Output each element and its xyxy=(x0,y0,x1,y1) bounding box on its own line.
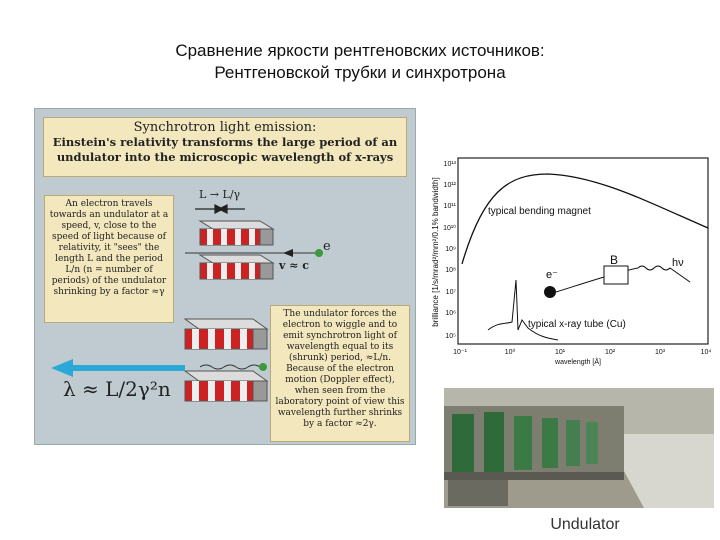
y-tick: 10¹³ xyxy=(443,161,456,168)
emitted-beam xyxy=(51,359,185,377)
wiggle-path xyxy=(200,365,260,369)
photon-symbol: hν xyxy=(672,257,684,269)
panel-heading: Synchrotron light emission: xyxy=(133,120,317,135)
plot-frame xyxy=(458,158,708,344)
y-tick-labels xyxy=(443,161,457,340)
magnet-box xyxy=(604,266,628,284)
x-tick-labels xyxy=(453,348,711,356)
y-tick: 10¹² xyxy=(443,182,456,189)
y-tick: 10⁶ xyxy=(445,310,456,317)
x-tick: 10¹ xyxy=(554,349,566,356)
photo-caption: Undulator xyxy=(550,516,620,533)
undulator-note: The undulator forces the electron to wiggle and to emit synchrotron light of wavelength equal to its (shrunk) period, ≈L/n. Because of the electron motion (Doppler effect), when seen from the laboratory point of view this wavelength further shrinks by a factor ≈2γ. xyxy=(270,305,410,442)
undulator-photo xyxy=(444,388,714,508)
electron-symbol: e⁻ xyxy=(546,269,558,281)
x-tick: 10³ xyxy=(654,349,666,356)
y-tick: 10¹⁰ xyxy=(443,225,456,232)
y-tick: 10⁵ xyxy=(445,333,456,340)
undulator-explanation-panel xyxy=(34,108,416,445)
panel-subheading-2: undulator into the microscopic wavelength of x-rays xyxy=(56,150,394,164)
xray-tube-label: typical x-ray tube (Cu) xyxy=(528,319,626,330)
upper-undulator xyxy=(200,221,273,279)
length-label: L → L/γ xyxy=(199,188,241,201)
title-line-2: Рентгеновской трубки и синхротрона xyxy=(214,63,506,82)
electron-note: An electron travels towards an undulator at a speed, v, close to the speed of light because of relativity, it "sees" the length L and the period L/n (n = number of periods) of the undulator shrinking by a factor ≈γ xyxy=(44,195,174,323)
panel-subheading-1: Einstein's relativity transforms the large period of an xyxy=(52,135,398,149)
length-arrows xyxy=(195,205,245,213)
field-symbol: B xyxy=(610,253,619,267)
slide-title xyxy=(0,40,720,84)
y-tick: 10⁷ xyxy=(445,289,456,296)
wiggling-electron xyxy=(259,363,267,371)
title-line-1: Сравнение яркости рентгеновских источников: xyxy=(175,41,545,60)
y-axis-label: brilliance [1/s/mrad²/mm²/0.1% bandwidth] xyxy=(431,177,440,327)
electron-dot xyxy=(544,286,556,298)
undulator-photo-image xyxy=(444,388,714,508)
x-tick: 10⁰ xyxy=(504,349,516,356)
bending-magnet-label: typical bending magnet xyxy=(488,206,591,217)
brilliance-graph xyxy=(428,152,714,372)
lower-undulator xyxy=(185,319,267,401)
x-axis-label: wavelength [Å] xyxy=(555,359,601,366)
y-tick: 10⁸ xyxy=(445,267,456,274)
y-tick: 10⁹ xyxy=(445,246,456,253)
x-tick: 10⁴ xyxy=(700,349,712,356)
electron-label: e xyxy=(323,239,331,254)
y-tick: 10¹¹ xyxy=(443,203,456,210)
x-tick: 10⁻¹ xyxy=(453,349,467,356)
velocity-label: v ≈ c xyxy=(279,259,309,272)
x-tick: 10² xyxy=(604,349,616,356)
wavelength-formula: λ ≈ L/2γ²n xyxy=(63,377,171,401)
